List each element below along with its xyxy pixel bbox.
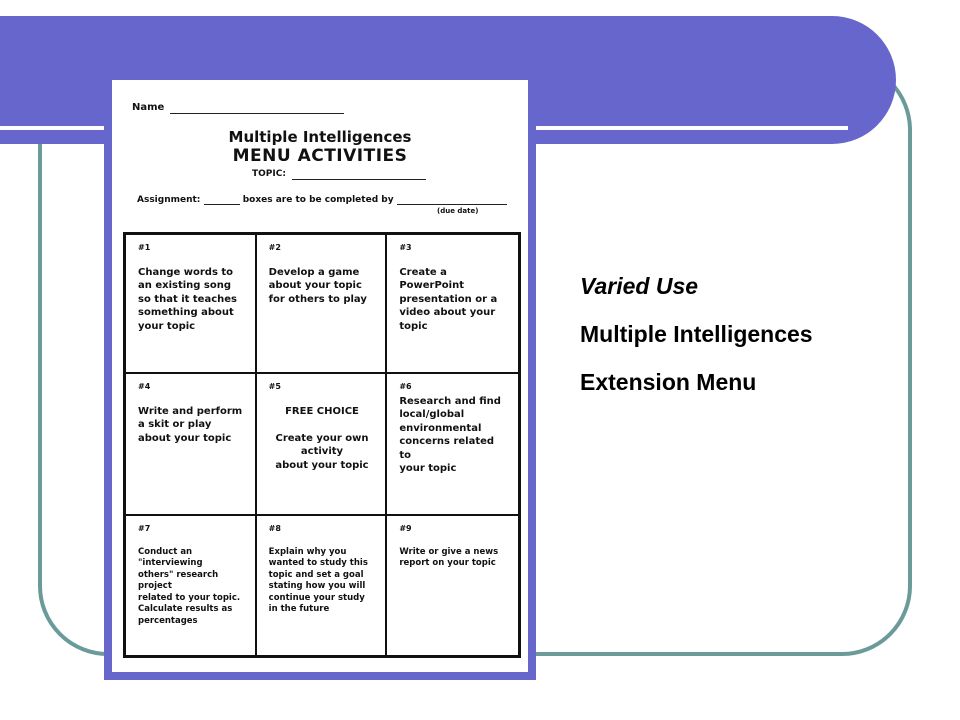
handout-subtitle: MENU ACTIVITIES [232,146,408,166]
handout-image [112,80,528,672]
activity-cell [126,235,257,374]
cell-text: FREE CHOICE Create your own activity about your topic [275,405,369,471]
cell-number: #8 [268,524,281,533]
cell-number: #1 [138,243,151,252]
cell-number: #2 [268,243,281,252]
cell-number: #9 [399,524,412,533]
activity-cell [126,374,257,516]
cell-text: Develop a game about your topic for others to play [268,266,367,305]
bullet-item: Extension Menu [580,369,757,395]
cell-text: Write and perform a skit or play about your topic [138,405,243,444]
cell-number: #4 [138,382,151,391]
cell-text: Conduct an "interviewing others" research project related to your topic. Calculate results as percentages [138,546,241,626]
bullet-list [580,262,813,406]
topic-blank-line [292,179,426,180]
bullet-item: Varied Use [580,273,699,299]
handout-assignment-line [137,195,507,205]
activity-cell [387,374,518,516]
activity-cell [387,516,518,655]
activity-cell [387,235,518,374]
cell-number: #5 [268,382,281,391]
cell-number: #7 [138,524,151,533]
handout-name-label: Name [132,102,165,113]
handout-title: Multiple Intelligences [228,128,412,146]
bullet-item: Multiple Intelligences [580,321,813,347]
name-blank-line [170,113,344,114]
cell-text: Explain why you wanted to study this topic and set a goal stating how you will continue your study in the future [268,546,368,615]
cell-text: Change words to an existing song so that it teaches something about your topic [138,266,237,332]
cell-number: #6 [399,382,412,391]
due-date-blank [397,204,507,205]
cell-text: Research and find local/global environmental concerns related to your topic [399,395,501,475]
activity-cell [126,516,257,655]
boxes-count-blank [204,204,240,205]
activity-grid [123,232,521,658]
assignment-text: boxes are to be completed by [242,195,394,205]
activity-cell [257,374,388,516]
handout-topic-label: TOPIC: [252,169,286,179]
due-date-label: (due date) [437,207,479,215]
assignment-label: Assignment: [137,195,201,205]
activity-cell [257,235,388,374]
cell-text: Create a PowerPoint presentation or a video about your topic [399,266,498,332]
activity-cell [257,516,388,655]
cell-text: Write or give a news report on your topic [399,546,499,569]
cell-number: #3 [399,243,412,252]
